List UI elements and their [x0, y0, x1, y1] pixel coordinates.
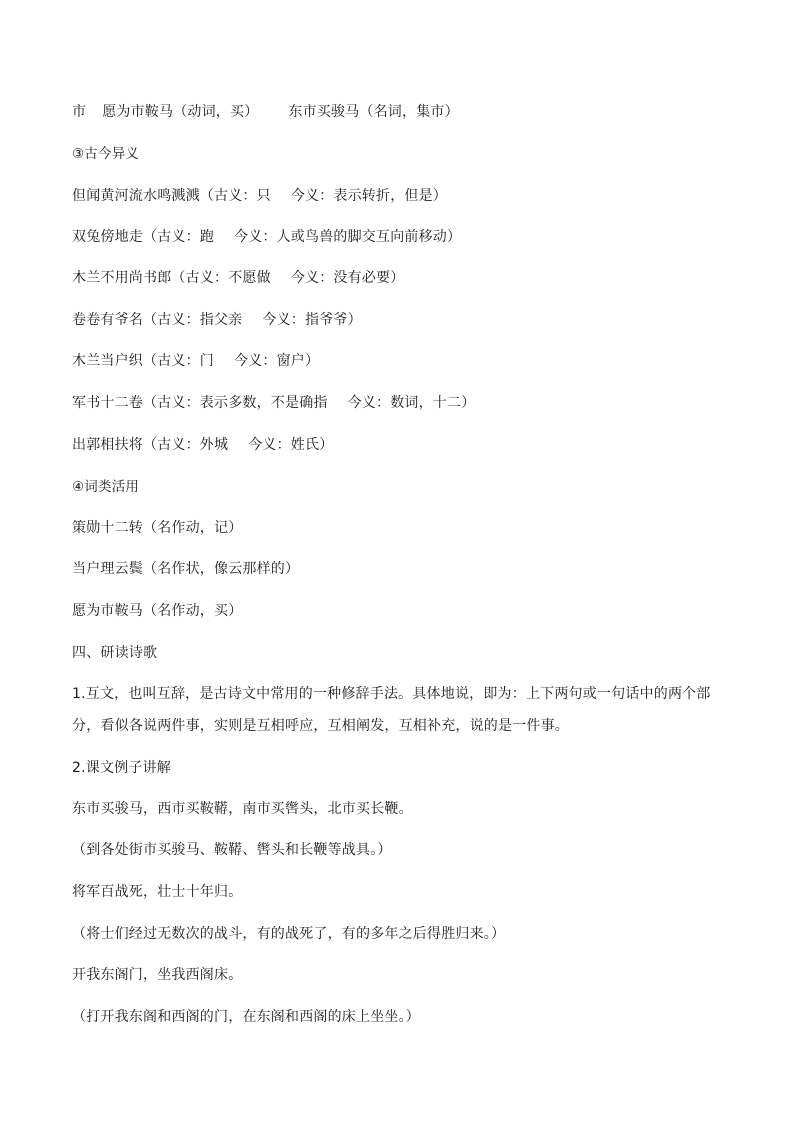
modern-meaning: 今义：姓氏） — [248, 437, 334, 453]
example-1: 愿为市鞍马（动词，买） — [102, 104, 259, 120]
word-class-line: 策勋十二转（名作动，记） — [72, 520, 243, 536]
meaning-line — [72, 186, 738, 206]
term: 市 — [72, 104, 87, 120]
poem-line: 东市买骏马，西市买鞍鞯，南市买辔头，北市买长鞭。 — [72, 801, 413, 817]
poem-line: 将军百战死，壮士十年归。 — [72, 884, 243, 900]
meaning-line — [72, 310, 738, 330]
polysemy-line-shi — [72, 102, 738, 122]
section-heading-word-class: ④词类活用 — [72, 479, 140, 495]
word-class-line: 愿为市鞍马（名作动，买） — [72, 603, 243, 619]
ancient-meaning: 双兔傍地走（古义：跑 — [72, 229, 214, 245]
meaning-line — [72, 268, 738, 288]
meaning-line — [72, 435, 738, 455]
modern-meaning: 今义：窗户） — [234, 353, 320, 369]
ancient-meaning: 卷卷有爷名（古义：指父亲 — [72, 312, 243, 328]
section-heading-study-poem: 四、研读诗歌 — [72, 645, 158, 661]
ancient-meaning: 但闻黄河流水鸣溅溅（古义：只 — [72, 188, 271, 204]
subheading-examples: 2.课文例子讲解 — [72, 760, 171, 776]
hu-wen-definition: 1.互文，也叫互辞，是古诗文中常用的一种修辞手法。具体地说，即为：上下两句或一句话中的两个部分，看似各说两件事，实则是互相呼应，互相阐发，互相补充，说的是一件事。 — [72, 686, 711, 734]
poem-line: 开我东阁门，坐我西阁床。 — [72, 967, 243, 983]
example-2: 东市买骏马（名词，集市） — [288, 104, 459, 120]
ancient-meaning: 木兰当户织（古义：门 — [72, 353, 214, 369]
poem-translation: （到各处街市买骏马、鞍鞯、辔头和长鞭等战具。） — [72, 842, 392, 858]
modern-meaning: 今义：数词，十二） — [347, 395, 476, 411]
meaning-line — [72, 351, 738, 371]
modern-meaning: 今义：表示转折，但是） — [290, 188, 448, 204]
section-heading-ancient-modern-meaning: ③古今异义 — [72, 146, 140, 162]
poem-translation: （打开我东阁和西阁的门，在东阁和西阁的床上坐坐。） — [72, 1009, 420, 1025]
modern-meaning: 今义：人或鸟兽的脚交互向前移动） — [234, 229, 462, 245]
poem-translation: （将士们经过无数次的战斗，有的战死了，有的多年之后得胜归来。） — [72, 926, 506, 942]
ancient-meaning: 军书十二卷（古义：表示多数，不是确指 — [72, 395, 328, 411]
meaning-line — [72, 227, 738, 247]
modern-meaning: 今义：指爷爷） — [262, 312, 362, 328]
word-class-line: 当户理云鬓（名作状，像云那样的） — [72, 561, 300, 577]
ancient-meaning: 木兰不用尚书郎（古义：不愿做 — [72, 270, 271, 286]
modern-meaning: 今义：没有必要） — [290, 270, 405, 286]
ancient-meaning: 出郭相扶将（古义：外城 — [72, 437, 229, 453]
meaning-line — [72, 393, 738, 413]
